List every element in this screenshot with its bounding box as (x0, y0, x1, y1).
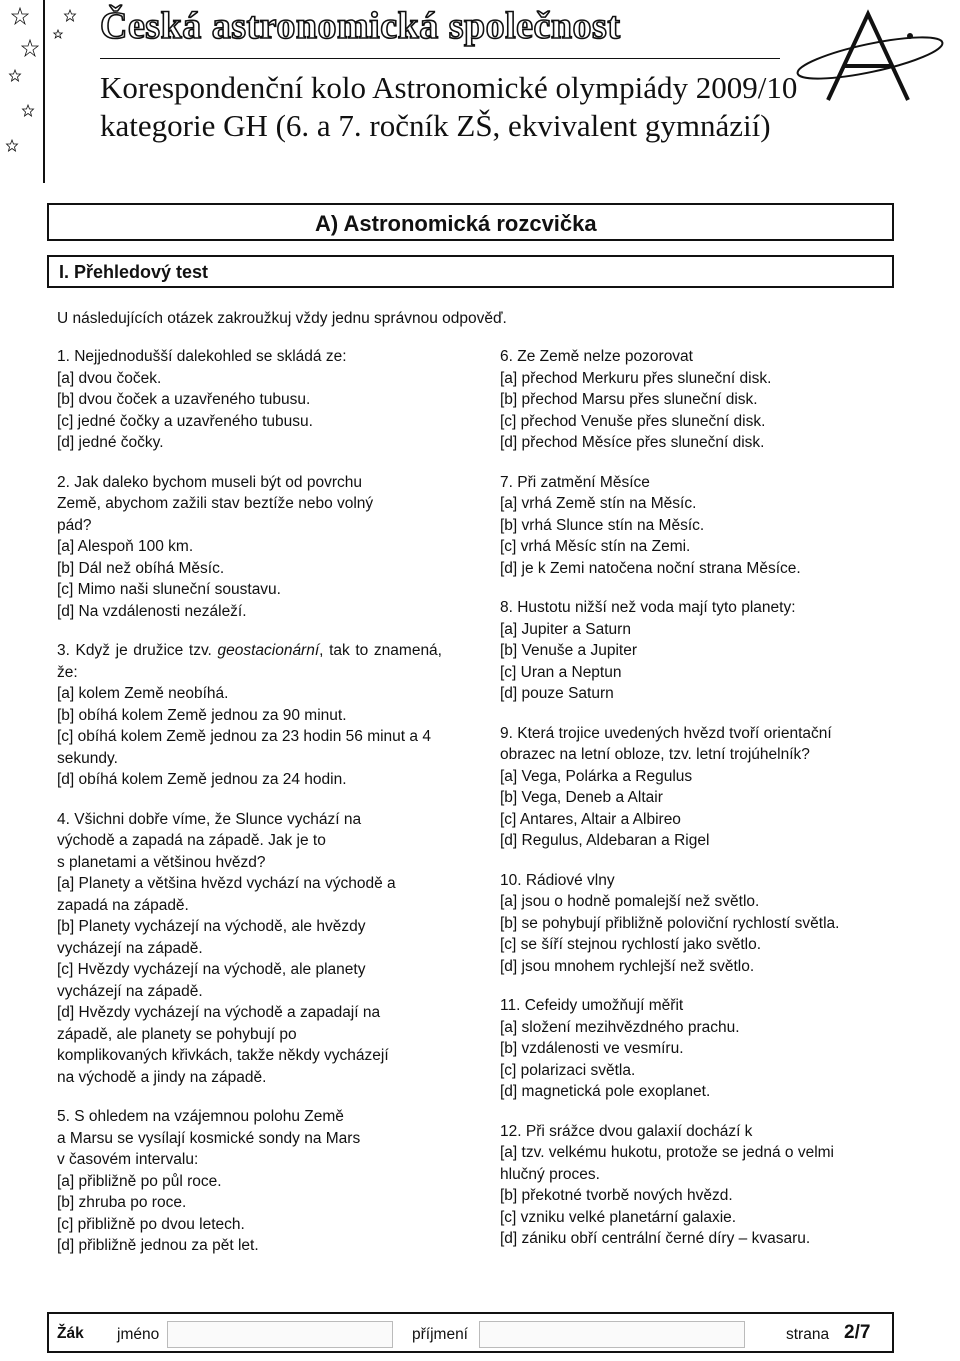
subsection-title-box (47, 255, 894, 288)
answer-option[interactable]: [c] vzniku velké planetární galaxie. (500, 1208, 737, 1226)
answer-option[interactable]: [b] Venuše a Jupiter (500, 642, 638, 659)
answer-option[interactable]: [c] Uran a Neptun (500, 663, 622, 681)
answer-option-cont[interactable]: západě, ale planety se pohybují po (57, 1025, 297, 1043)
question-text: 12. Při srážce dvou galaxií dochází k (500, 1122, 753, 1140)
answer-option[interactable]: [d] obíhá kolem Země jednou za 24 hodin. (57, 771, 347, 788)
answer-option[interactable]: [c] polarizaci světla. (500, 1061, 636, 1079)
answer-option[interactable]: [b] vrhá Slunce stín na Měsíc. (500, 516, 705, 534)
answer-option[interactable]: [c] Hvězdy vycházejí na východě, ale planety (57, 961, 366, 978)
student-label: Žák (57, 1325, 84, 1342)
answer-option[interactable]: [c] Antares, Altair a Albireo (500, 810, 681, 828)
answer-option[interactable]: [d] jedné čočky. (57, 434, 164, 451)
section-title: A) Astronomická rozcvička (315, 211, 597, 236)
answer-option[interactable]: [c] přibližně po dvou letech. (57, 1215, 245, 1233)
answer-option[interactable]: [d] Regulus, Aldebaran a Rigel (500, 832, 710, 849)
answer-option[interactable]: [d] zániku obří centrální černé díry – kvasaru. (500, 1230, 811, 1247)
answer-option[interactable]: [a] dvou čoček. (57, 369, 162, 387)
answer-option[interactable]: [a] kolem Země neobíhá. (57, 685, 229, 702)
question-3 (57, 640, 442, 791)
question-text: s planetami a většinou hvězd? (57, 853, 266, 871)
answer-option[interactable]: [b] Dál než obíhá Měsíc. (57, 559, 225, 577)
question-7 (500, 472, 900, 580)
surname-label: příjmení (412, 1326, 468, 1343)
answer-option[interactable]: [a] složení mezihvězdného prachu. (500, 1018, 740, 1036)
answer-option[interactable]: [a] Planety a většina hvězd vychází na východě a (57, 875, 396, 892)
question-text: 9. Která trojice uvedených hvězd tvoří orientační (500, 724, 832, 742)
answer-option-cont[interactable]: vycházejí na západě. (57, 939, 203, 957)
header-vertical-rule (43, 0, 45, 183)
question-text: 2. Jak daleko bychom museli být od povrchu (57, 473, 362, 491)
question-6 (500, 346, 900, 454)
question-text: 5. S ohledem na vzájemnou polohu Země (57, 1108, 344, 1125)
answer-option[interactable]: [b] obíhá kolem Země jednou za 90 minut. (57, 706, 347, 724)
question-text: Země, abychom zažili stav beztíže nebo volný (57, 495, 374, 512)
question-4 (57, 809, 442, 1089)
question-11 (500, 995, 900, 1103)
right-question-column (500, 346, 900, 1268)
answer-option-cont[interactable]: zapadá na západě. (57, 896, 189, 914)
question-text: 1. Nejjednodušší dalekohled se skládá ze: (57, 348, 347, 365)
answer-option[interactable]: [d] je k Zemi natočena noční strana Měsíce. (500, 559, 801, 577)
answer-option[interactable]: [a] Jupiter a Saturn (500, 620, 631, 638)
answer-option[interactable]: [d] magnetická pole exoplanet. (500, 1083, 711, 1100)
question-text: 10. Rádiové vlny (500, 871, 615, 889)
answer-option[interactable]: [a] jsou o hodně pomalejší než světlo. (500, 893, 760, 910)
answer-option[interactable]: [c] přechod Venuše přes sluneční disk. (500, 412, 766, 430)
decorative-stars (0, 0, 100, 190)
subsection-title: I. Přehledový test (59, 262, 209, 282)
question-text: 4. Všichni dobře víme, že Slunce vychází na (57, 810, 362, 828)
answer-option[interactable]: [d] jsou mnohem rychlejší než světlo. (500, 957, 755, 975)
answer-option[interactable]: [b] zhruba po roce. (57, 1194, 187, 1211)
answer-option-cont[interactable]: vycházejí na západě. (57, 982, 203, 1000)
first-name-field[interactable] (167, 1321, 393, 1348)
question-1 (57, 346, 442, 454)
answer-option[interactable]: [b] překotné tvorbě nových hvězd. (500, 1187, 733, 1204)
answer-option[interactable]: [d] přechod Měsíce přes sluneční disk. (500, 434, 765, 451)
title-underline (100, 58, 780, 59)
answer-option[interactable]: [d] pouze Saturn (500, 685, 614, 702)
page-number: 2/7 (844, 1322, 871, 1343)
answer-option[interactable]: [c] jedné čočky a uzavřeného tubusu. (57, 412, 313, 430)
question-2 (57, 472, 442, 623)
surname-field[interactable] (479, 1321, 745, 1348)
question-8 (500, 597, 900, 705)
question-9 (500, 723, 900, 852)
instruction: U následujících otázek zakroužkuj vždy jednu správnou odpověď. (57, 310, 507, 327)
category-title: kategorie GH (6. a 7. ročník ZŠ, ekvivalent gymnázií) (100, 108, 771, 143)
answer-option-cont[interactable]: na východě a jindy na západě. (57, 1068, 267, 1086)
page-label: strana (786, 1326, 830, 1343)
answer-option[interactable]: [c] obíhá kolem Země jednou za 23 hodin 56 minut a 4 sekundy. (57, 728, 431, 767)
answer-option[interactable]: [b] Vega, Deneb a Altair (500, 789, 663, 806)
question-text: pád? (57, 516, 92, 534)
answer-option[interactable]: [a] přechod Merkuru přes sluneční disk. (500, 369, 772, 387)
answer-option[interactable]: [a] tzv. velkému hukotu, protože se jedná o velmi (500, 1144, 834, 1161)
first-name-label: jméno (117, 1326, 160, 1343)
answer-option[interactable]: [b] přechod Marsu přes sluneční disk. (500, 391, 758, 408)
question-10 (500, 870, 900, 978)
student-footer (47, 1312, 894, 1353)
answer-option[interactable]: [b] se pohybují přibližně poloviční rychlostí světla. (500, 914, 840, 932)
answer-option[interactable]: [d] Hvězdy vycházejí na východě a zapadají na (57, 1004, 381, 1021)
answer-option[interactable]: [b] dvou čoček a uzavřeného tubusu. (57, 391, 311, 408)
answer-option[interactable]: [a] Vega, Polárka a Regulus (500, 767, 693, 785)
answer-option[interactable]: [c] vrhá Měsíc stín na Zemi. (500, 538, 691, 555)
question-5 (57, 1106, 442, 1257)
answer-option[interactable]: [a] přibližně po půl roce. (57, 1172, 222, 1190)
question-text: 3. Když je družice tzv. geostacionární, tak to znamená, že: (57, 642, 442, 681)
question-text: obrazec na letní obloze, tzv. letní trojúhelník? (500, 746, 810, 763)
answer-option[interactable]: [b] vzdálenosti ve vesmíru. (500, 1040, 684, 1057)
round-title: Korespondenční kolo Astronomické olympiády 2009/10 (100, 70, 798, 105)
answer-option[interactable]: [a] vrhá Země stín na Měsíc. (500, 495, 697, 512)
answer-option[interactable]: [d] Na vzdálenosti nezáleží. (57, 602, 247, 620)
answer-option-cont[interactable]: komplikovaných křivkách, takže někdy vycházejí (57, 1047, 389, 1064)
answer-option[interactable]: [b] Planety vycházejí na východě, ale hvězdy (57, 918, 366, 935)
answer-option[interactable]: [d] přibližně jednou za pět let. (57, 1237, 259, 1254)
answer-option[interactable]: [c] Mimo naši sluneční soustavu. (57, 581, 281, 598)
answer-option[interactable]: [a] Alespoň 100 km. (57, 538, 194, 555)
answer-option-cont[interactable]: hlučný proces. (500, 1165, 600, 1183)
answer-option[interactable]: [c] se šíří stejnou rychlostí jako světlo. (500, 936, 762, 953)
question-text: východě a zapadá na západě. Jak je to (57, 832, 326, 849)
question-text: 7. Při zatmění Měsíce (500, 473, 650, 491)
question-text: 6. Ze Země nelze pozorovat (500, 348, 693, 365)
question-text: 11. Cefeidy umožňují měřit (500, 997, 684, 1014)
section-title-box (47, 203, 894, 241)
emphasized-term: geostacionární (217, 642, 320, 659)
question-12 (500, 1121, 900, 1250)
question-text: v časovém intervalu: (57, 1151, 199, 1168)
question-text: 8. Hustotu nižší než voda mají tyto planety: (500, 599, 796, 616)
question-text: a Marsu se vysílají kosmické sondy na Mars (57, 1129, 361, 1147)
society-title: Česká astronomická společnost (100, 5, 621, 47)
society-logo (790, 8, 950, 108)
left-question-column (57, 346, 442, 1275)
